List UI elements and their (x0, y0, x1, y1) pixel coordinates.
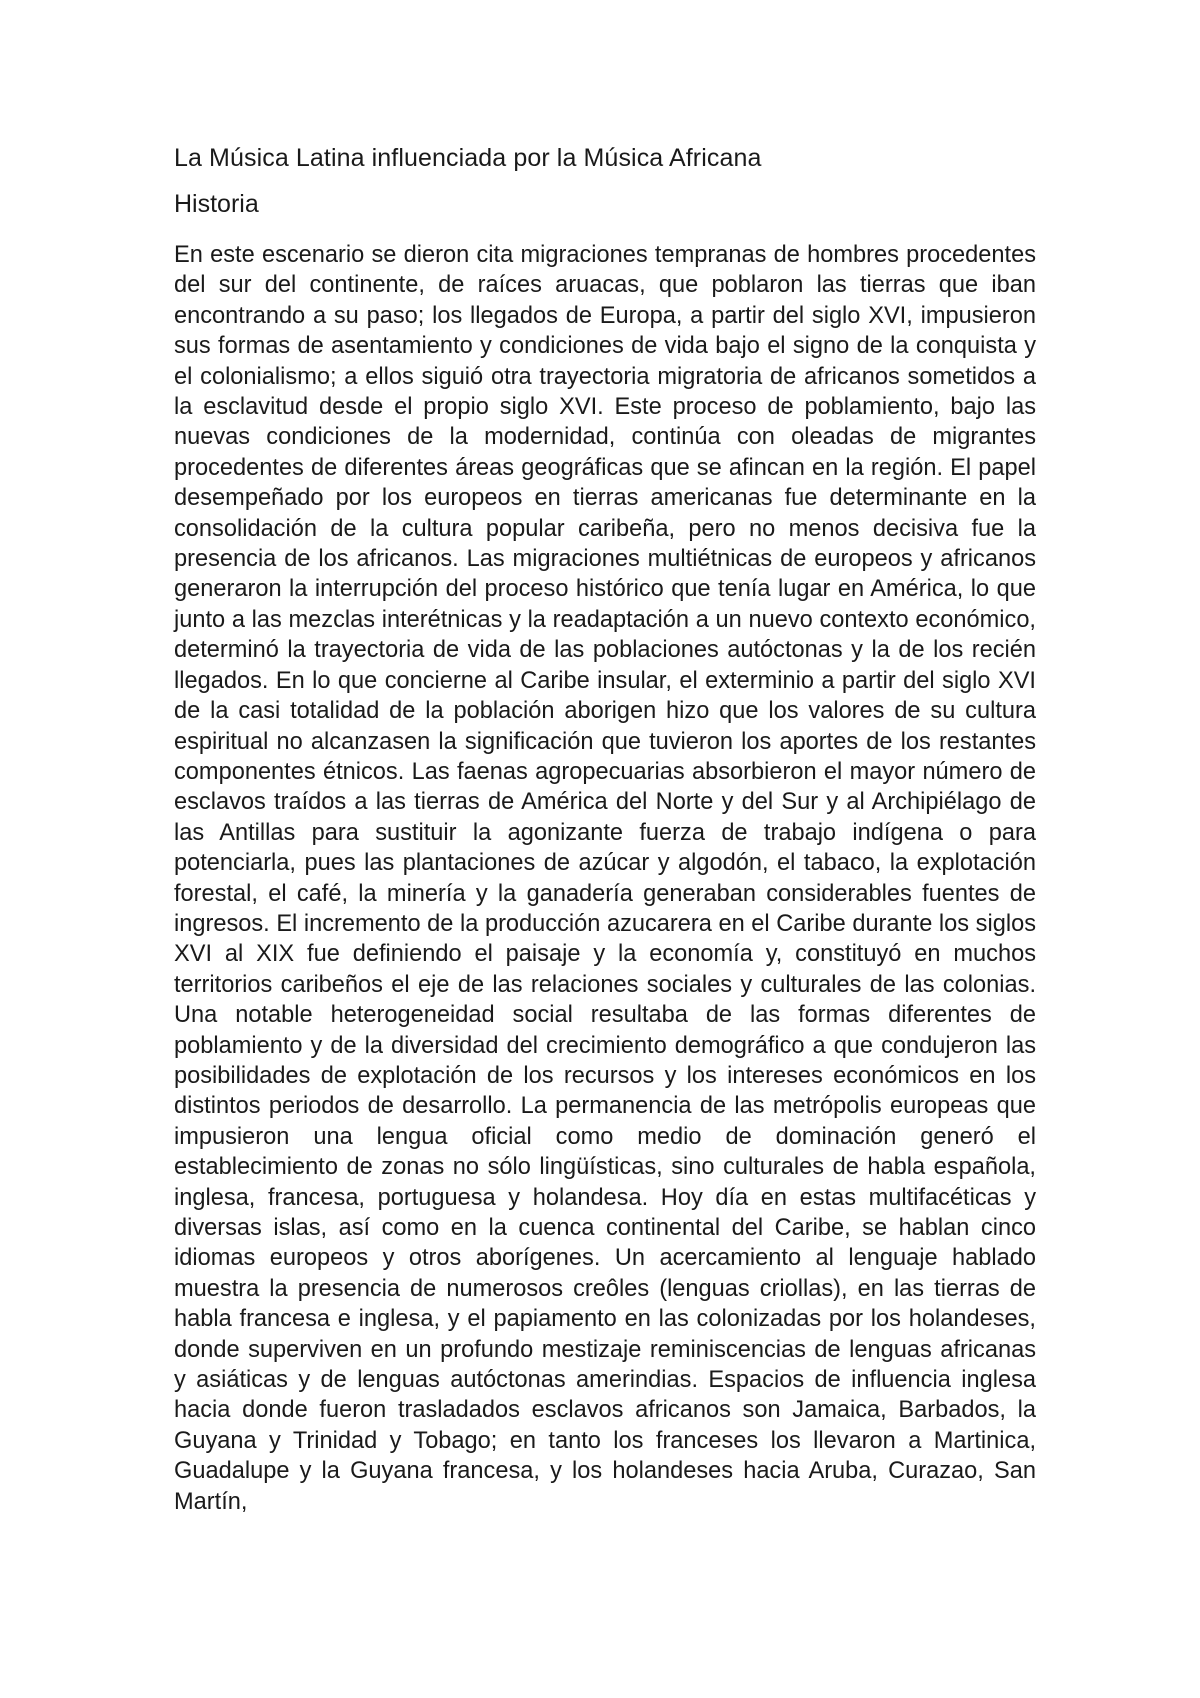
section-heading: Historia (174, 190, 259, 218)
document-title: La Música Latina influenciada por la Música Africana (174, 144, 762, 172)
document-content (174, 140, 1036, 1517)
body-paragraph: En este escenario se dieron cita migraciones tempranas de hombres procedentes del sur del continente, de raíces aruacas, que poblaron las tierras que iban encontrando a su paso; los llegados de Europa, a partir del siglo XVI, impusieron sus formas de asentamiento y condiciones de vida bajo el signo de la conquista y el colonialismo; a ellos siguió otra trayectoria migratoria de africanos sometidos a la esclavitud desde el propio siglo XVI. Este proceso de poblamiento, bajo las nuevas condiciones de la modernidad, continúa con oleadas de migrantes procedentes de diferentes áreas geográficas que se afincan en la región. El papel desempeñado por los europeos en tierras americanas fue determinante en la consolidación de la cultura popular caribeña, pero no menos decisiva fue la presencia de los africanos. Las migraciones multiétnicas de europeos y africanos generaron la interrupción del proceso histórico que tenía lugar en América, lo que junto a las mezclas interétnicas y la readaptación a un nuevo contexto económico, determinó la trayectoria de vida de las poblaciones autóctonas y la de los recién llegados. En lo que concierne al Caribe insular, el exterminio a partir del siglo XVI de la casi totalidad de la población aborigen hizo que los valores de su cultura espiritual no alcanzasen la significación que tuvieron los aportes de los restantes componentes étnicos. Las faenas agropecuarias absorbieron el mayor número de esclavos traídos a las tierras de América del Norte y del Sur y al Archipiélago de las Antillas para sustituir la agonizante fuerza de trabajo indígena o para potenciarla, pues las plantaciones de azúcar y algodón, el tabaco, la explotación forestal, el café, la minería y la ganadería generaban considerables fuentes de ingresos. El incremento de la producción azucarera en el Caribe durante los siglos XVI al XIX fue definiendo el paisaje y la economía y, constituyó en muchos territorios caribeños el eje de las relaciones sociales y culturales de las colonias. Una notable heterogeneidad social resultaba de las formas diferentes de poblamiento y de la diversidad del crecimiento demográfico a que condujeron las posibilidades de explotación de los recursos y los intereses económicos en los distintos periodos de desarrollo. La permanencia de las metrópolis europeas que impusieron una lengua oficial como medio de dominación generó el establecimiento de zonas no sólo lingüísticas, sino culturales de habla española, inglesa, francesa, portuguesa y holandesa. Hoy día en estas multifacéticas y diversas islas, así como en la cuenca continental del Caribe, se hablan cinco idiomas europeos y otros aborígenes. Un acercamiento al lenguaje hablado muestra la presencia de numerosos creôles (lenguas criollas), en las tierras de habla francesa e inglesa, y el papiamento en las colonizadas por los holandeses, donde superviven en un profundo mestizaje reminiscencias de lenguas africanas y asiáticas y de lenguas autóctonas amerindias. Espacios de influencia inglesa hacia donde fueron trasladados esclavos africanos son Jamaica, Barbados, la Guyana y Trinidad y Tobago; en tanto los franceses los llevaron a Martinica, Guadalupe y la Guyana francesa, y los holandeses hacia Aruba, Curazao, San Martín, (174, 242, 1036, 1515)
